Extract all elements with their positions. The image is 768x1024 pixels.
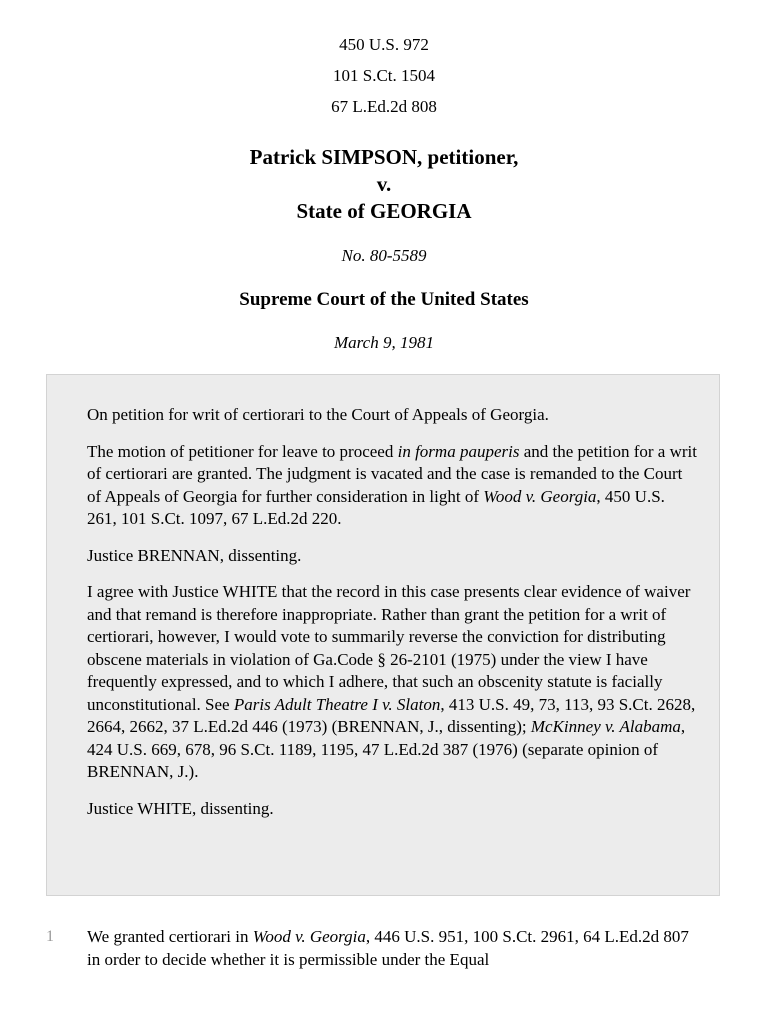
order-text: The motion of petitioner for leave to proceed [87,441,398,461]
order-summary-text [87,404,697,834]
latin-phrase: in forma pauperis [397,441,520,461]
order-text: and the petition for a writ of certiorari are granted. The judgment is vacated and the case is remanded to the Court of Appeals of Georgia for further consideration in light of [87,441,697,506]
order-citation: , 450 U.S. 261, 101 S.Ct. 1097, 67 L.Ed.2d 220. [87,486,665,528]
order-summary-box [46,374,720,896]
decision-date: March 9, 1981 [334,333,434,352]
citation-lawyers-edition: 67 L.Ed.2d 808 [331,97,437,116]
summary-paragraph-white-heading: Justice WHITE, dissenting. [87,798,274,818]
paragraph-number: 1 [46,928,54,945]
case-parties [0,144,768,225]
summary-paragraph-brennan-dissent [87,581,697,784]
case-name-mckinney-v-alabama: McKinney v. Alabama [530,717,681,736]
citation-us-reports: 450 U.S. 972 [339,35,429,54]
citations [0,34,768,127]
docket-number: No. 80-5589 [341,246,427,265]
summary-paragraph-brennan-heading: Justice BRENNAN, dissenting. [87,545,302,565]
dissent-citation: , 424 U.S. 669, 678, 96 S.Ct. 1189, 1195, 47 L.Ed.2d 387 (1976) (separate opinion of BRENNAN, J.). [87,717,686,781]
case-name-wood-v-georgia: Wood v. Georgia [252,927,366,946]
dissent-text: I agree with Justice WHITE that the record in this case presents clear evidence of waiver and that remand is therefore inappropriate. Rather than grant the petition for a writ of certiorari, however, I would vote to summarily reverse the conviction for distributing obscene materials in violation of Ga.Code § 26-2101 (1975) under the view I have frequently expressed, and to which I adhere, that such an obscenity statute is facially unconstitutional. See [87,582,691,714]
opinion-paragraph-text [87,926,697,971]
dissent-citation: , 413 U.S. 49, 73, 113, 93 S.Ct. 2628, 2664, 2662, 37 L.Ed.2d 446 (1973) (BRENNAN, J., dissenting); [87,694,696,736]
summary-paragraph-order [87,441,697,531]
citation-supreme-court-reporter: 101 S.Ct. 1504 [332,66,436,85]
respondent-name: State of GEORGIA [296,199,472,223]
case-name-wood-v-georgia: Wood v. Georgia [483,486,597,506]
petitioner-name: Patrick SIMPSON, petitioner, [249,145,519,169]
versus-label: v. [376,172,392,196]
case-name-paris-adult-theatre: Paris Adult Theatre I v. Slaton [233,694,441,714]
summary-paragraph-petition: On petition for writ of certiorari to the Court of Appeals of Georgia. [87,405,549,424]
opinion-text: , 446 U.S. 951, 100 S.Ct. 2961, 64 L.Ed.2d 807 in order to decide whether it is permissible under the Equal [87,927,689,969]
opinion-text: We granted certiorari in [87,927,253,946]
court-name: Supreme Court of the United States [239,289,529,310]
